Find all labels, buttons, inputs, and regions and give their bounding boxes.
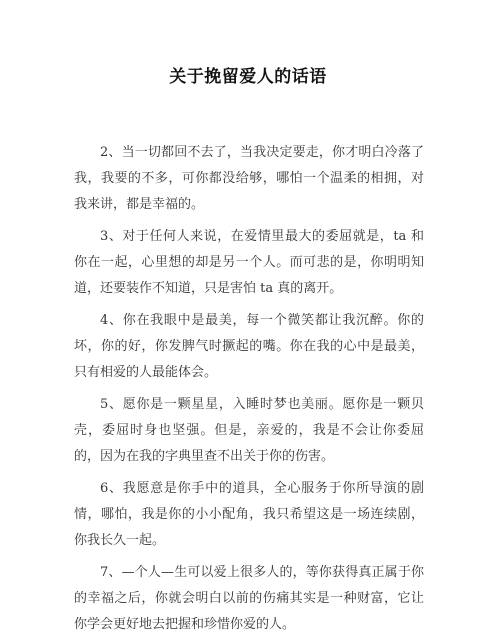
paragraph-2: 2、当一切都回不去了，当我决定要走，你才明白冷落了我，我要的不多，可你都没给够，哪怕一个温柔的相拥，对我来讲，都是幸福的。 [74, 145, 424, 212]
paragraph-3: 3、对于任何人来说，在爱情里最大的委屈就是，ta 和你在一起，心里想的却是另一个人。而可悲的是，你明明知道，还要装作不知道，只是害怕 ta 真的离开。 [74, 229, 424, 296]
document-title: 关于挽留爱人的话语 [169, 67, 327, 87]
paragraph-5: 5、愿你是一颗星星，入睡时梦也美丽。愿你是一颗贝壳，委屈时身也坚强。但是，亲爱的，我是不会让你委屈的，因为在我的字典里查不出关于你的伤害。 [74, 397, 424, 464]
document-body [74, 140, 424, 644]
paragraph-4: 4、你在我眼中是最美，每一个微笑都让我沉醉。你的坏，你的好，你发脾气时撅起的嘴。你在我的心中是最美，只有相爱的人最能体会。 [74, 313, 424, 380]
paragraph-6: 6、我愿意是你手中的道具，全心服务于你所导演的剧情，哪怕，我是你的小小配角，我只希望这是一场连续剧，你我长久一起。 [74, 481, 424, 548]
paragraph-7: 7、—个人—生可以爱上很多人的，等你获得真正属于你的幸福之后，你就会明白以前的伤痛其实是一种财富，它让你学会更好地去把握和珍惜你爱的人。 [74, 565, 424, 632]
